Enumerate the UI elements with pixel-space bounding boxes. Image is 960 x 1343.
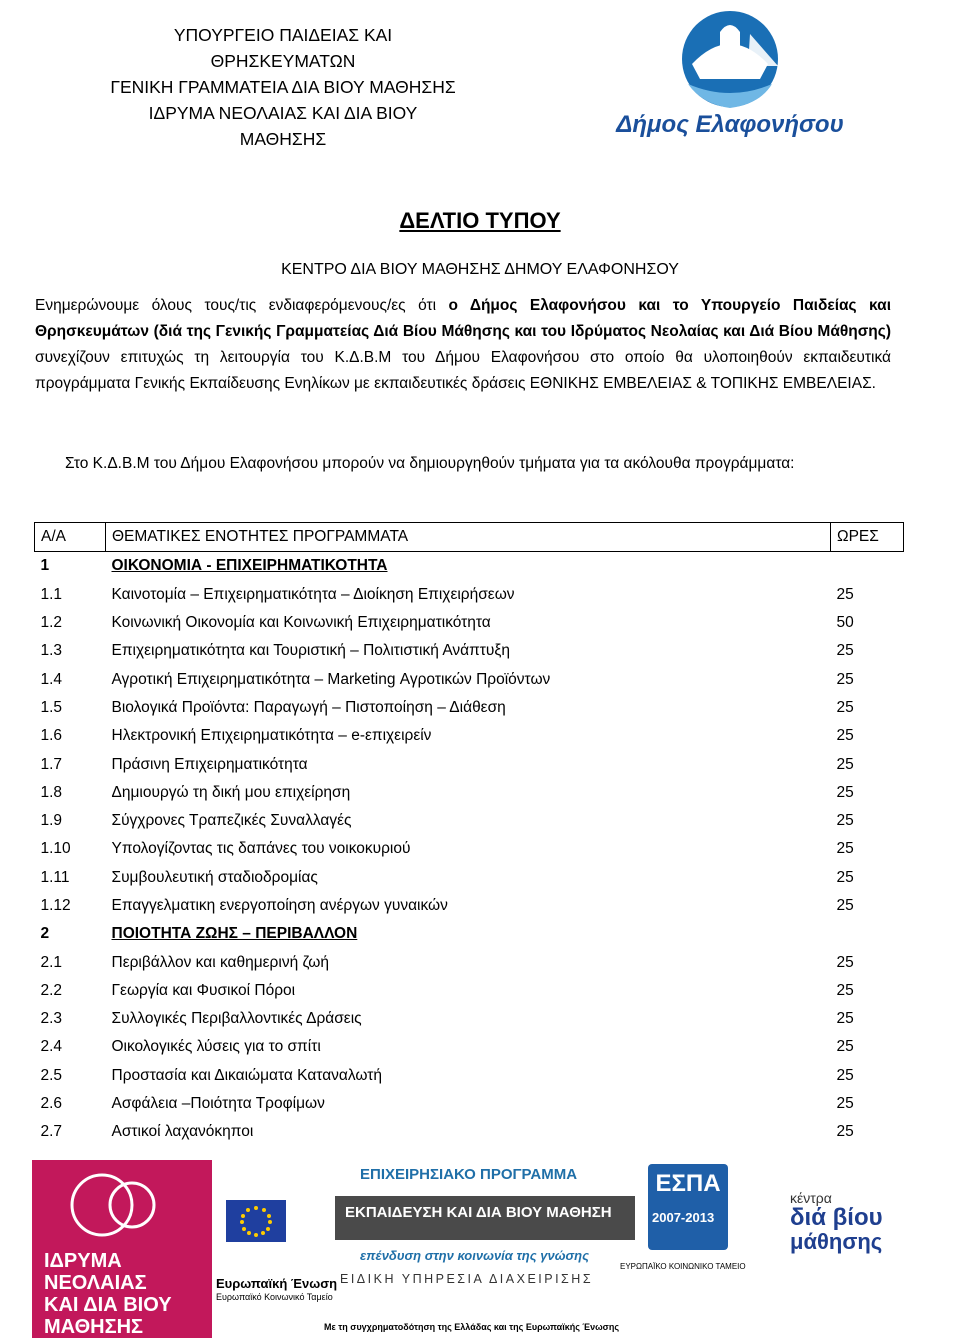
row-number: 1.1 xyxy=(40,585,63,603)
row-title xyxy=(106,722,831,750)
row-title-text: Συλλογικές Περιβαλλοντικές Δράσεις xyxy=(111,1010,362,1028)
cofund-text: Με τη συγχρηματοδότηση της Ελλάδας και της Ευρωπαϊκής Ένωσης xyxy=(324,1322,620,1332)
row-title xyxy=(106,864,831,892)
row-title-text: Περιβάλλον και καθημερινή ζωή xyxy=(111,953,330,971)
row-hours: 50 xyxy=(836,614,854,632)
row-title xyxy=(106,948,831,976)
row-number: 1.5 xyxy=(40,698,63,716)
row-title-text: Συμβουλευτική σταδιοδρομίας xyxy=(111,868,318,886)
table-row xyxy=(35,609,904,637)
table-row xyxy=(35,835,904,863)
intro-text: συνεχίζουν επιτυχώς τη λειτουργία του Κ.Δ.Β.Μ του Δήμου Ελαφονήσου στο οποίο θα υλοποιηθούν εκπαιδευτικά προγράμματα Γενικής Εκπαίδευσης Ενηλίκων με εκπαιδευτικές δράσεις ΕΘΝΙΚΗΣ ΕΜΒΕΛΕΙΑΣ & ΤΟΠΙΚΗΣ ΕΜΒΕΛΕΙΑΣ. xyxy=(35,349,891,392)
row-title xyxy=(106,665,831,693)
row-title xyxy=(106,637,831,665)
table-row xyxy=(35,1033,904,1061)
op-title-2: ΕΚΠΑΙΔΕΥΣΗ ΚΑΙ ΔΙΑ ΒΙΟΥ ΜΑΘΗΣΗ xyxy=(345,1204,612,1221)
row-title-text: Αγροτική Επιχειρηματικότητα – Marketing Αγροτικών Προϊόντων xyxy=(111,670,551,688)
row-number: 2.7 xyxy=(40,1123,63,1141)
row-hours: 25 xyxy=(836,1038,854,1056)
row-number: 2.3 xyxy=(40,1010,63,1028)
footer-logos xyxy=(30,1160,945,1340)
header-hours: ΩΡΕΣ xyxy=(831,523,904,552)
ministry-line: ΓΕΝΙΚΗ ΓΡΑΜΜΑΤΕΙΑ ΔΙΑ ΒΙΟΥ ΜΑΘΗΣΗΣ xyxy=(110,77,456,97)
row-title-text: Υπολογίζοντας τις δαπάνες του νοικοκυριού xyxy=(111,840,411,858)
table-row xyxy=(35,637,904,665)
table-row xyxy=(35,552,904,581)
row-hours: 25 xyxy=(836,812,854,830)
table-row xyxy=(35,920,904,948)
row-title xyxy=(106,1062,831,1090)
row-number: 1.7 xyxy=(40,755,63,773)
row-title-text: Ασφάλεια –Ποιότητα Τροφίμων xyxy=(111,1095,325,1113)
table-row xyxy=(35,1118,904,1146)
row-title xyxy=(106,1118,831,1146)
header-aa: Α/Α xyxy=(35,523,106,552)
table-header-row xyxy=(35,523,904,552)
row-title xyxy=(106,609,831,637)
row-hours: 25 xyxy=(836,1010,854,1028)
row-title-text: Καινοτομία – Επιχειρηματικότητα – Διοίκηση Επιχειρήσεων xyxy=(111,585,515,603)
row-number: 1.8 xyxy=(40,783,63,801)
kdvm-logo xyxy=(790,1190,950,1254)
table-row xyxy=(35,948,904,976)
table-row xyxy=(35,1005,904,1033)
intro-text: Ενημερώνουμε όλους τους/τις ενδιαφερόμενους/ες ότι xyxy=(35,297,449,314)
municipality-logo xyxy=(610,4,850,139)
table-row xyxy=(35,581,904,609)
table-row xyxy=(35,807,904,835)
row-hours: 25 xyxy=(836,897,854,914)
row-number: 2.5 xyxy=(40,1066,63,1084)
table-row xyxy=(35,864,904,892)
municipality-logo-text: Δήμος Ελαφονήσου xyxy=(616,111,844,138)
row-hours: 25 xyxy=(836,670,854,688)
municipality-logo-icon xyxy=(610,4,850,139)
row-title-text: Επαγγελματικη ενεργοποίηση ανέργων γυναικών xyxy=(111,897,448,914)
kdvm-text: κέντρα xyxy=(790,1190,832,1206)
table-row xyxy=(35,1090,904,1118)
row-hours: 25 xyxy=(836,953,854,971)
row-title-text: Επιχειρηματικότητα και Τουριστική – Πολιτιστική Ανάπτυξη xyxy=(111,642,510,660)
row-hours: 25 xyxy=(836,755,854,773)
table-row xyxy=(35,694,904,722)
row-number: 1.9 xyxy=(40,812,63,830)
row-hours xyxy=(831,552,904,581)
ministry-line: ΜΑΘΗΣΗΣ xyxy=(239,129,327,149)
row-title-text: Ηλεκτρονική Επιχειρηματικότητα – e-επιχειρείν xyxy=(111,727,432,745)
row-number: 2.1 xyxy=(40,953,63,971)
row-number: 1.4 xyxy=(40,670,63,688)
row-title xyxy=(106,920,831,948)
row-number: 1.2 xyxy=(40,614,63,632)
row-hours xyxy=(831,920,904,948)
row-hours: 25 xyxy=(836,1066,854,1084)
row-title xyxy=(106,552,831,581)
eu-fund-label: Ευρωπαϊκό Κοινωνικό Ταμείο xyxy=(216,1292,333,1302)
inedivim-text: ΚΑΙ ΔΙΑ ΒΙΟΥ xyxy=(44,1294,172,1316)
row-number: 2.6 xyxy=(40,1095,63,1113)
row-number: 1.6 xyxy=(40,727,63,745)
eu-label: Ευρωπαϊκή Ένωση xyxy=(216,1276,338,1291)
row-hours: 25 xyxy=(836,783,854,801)
row-hours: 25 xyxy=(836,1123,854,1141)
row-title-text: Κοινωνική Οικονομία και Κοινωνική Επιχειρηματικότητα xyxy=(111,614,491,632)
row-title xyxy=(106,1033,831,1061)
row-title xyxy=(106,779,831,807)
inedivim-text: ΝΕΟΛΑΙΑΣ xyxy=(44,1272,147,1294)
row-number: 2.2 xyxy=(40,981,63,999)
row-title-text: Προστασία και Δικαιώματα Καταναλωτή xyxy=(111,1066,383,1084)
intro-paragraph xyxy=(35,293,891,397)
row-number: 1.3 xyxy=(40,642,63,660)
inedivim-text: ΜΑΘΗΣΗΣ xyxy=(44,1316,144,1338)
inedivim-logo xyxy=(32,1160,212,1338)
row-title-text: ΠΟΙΟΤΗΤΑ ΖΩΗΣ – ΠΕΡΙΒΑΛΛΟΝ xyxy=(111,925,358,943)
row-hours: 25 xyxy=(836,868,854,886)
table-row xyxy=(35,1062,904,1090)
kdvm-text: διά βίου xyxy=(790,1204,883,1231)
table-row xyxy=(35,779,904,807)
row-hours: 25 xyxy=(836,727,854,745)
row-number: 1.10 xyxy=(40,840,71,858)
kdvm-text: μάθησης xyxy=(790,1229,883,1254)
inedivim-text: ΙΔΡΥΜΑ xyxy=(44,1250,122,1272)
row-title xyxy=(106,750,831,778)
row-number: 2.4 xyxy=(40,1038,63,1056)
row-title xyxy=(106,1090,831,1118)
press-release-title: ΔΕΛΤΙΟ ΤΥΠΟΥ xyxy=(399,208,561,233)
row-title xyxy=(106,807,831,835)
row-hours: 25 xyxy=(836,698,854,716)
row-title-text: Αστικοί λαχανόκηποι xyxy=(111,1123,254,1141)
espa-years: 2007-2013 xyxy=(652,1210,715,1225)
ministry-header xyxy=(60,22,506,152)
press-release-subtitle: ΚΕΝΤΡΟ ΔΙΑ ΒΙΟΥ ΜΑΘΗΣΗΣ ΔΗΜΟΥ ΕΛΑΦΟΝΗΣΟΥ xyxy=(281,261,679,278)
row-number: 1.12 xyxy=(40,897,71,914)
row-title xyxy=(106,835,831,863)
row-title-text: Οικολογικές λύσεις για το σπίτι xyxy=(111,1038,321,1056)
table-row xyxy=(35,750,904,778)
ministry-line: ΙΔΡΥΜΑ ΝΕΟΛΑΙΑΣ ΚΑΙ ΔΙΑ ΒΙΟΥ xyxy=(148,103,418,123)
table-row xyxy=(35,892,904,920)
row-title xyxy=(106,977,831,1005)
eu-flag-icon xyxy=(226,1200,286,1242)
row-title xyxy=(106,694,831,722)
op-service: ΕΙΔΙΚΗ ΥΠΗΡΕΣΙΑ ΔΙΑΧΕΙΡΙΣΗΣ xyxy=(340,1272,594,1286)
row-title-text: Δημιουργώ τη δική μου επιχείρηση xyxy=(111,783,351,801)
intro-bold-text: ο Δήμος Ελαφονήσου και το Υπουργείο Παιδείας και Θρησκευμάτων (διά της Γενικής Γραμματείας Διά Βίου Μάθησης και του Ιδρύματος Νεολαίας και Διά Βίου Μάθησης) xyxy=(35,297,892,340)
row-number: 1 xyxy=(40,557,50,575)
row-title-text: Σύγχρονες Τραπεζικές Συναλλαγές xyxy=(111,812,352,830)
row-title xyxy=(106,581,831,609)
row-title-text: Πράσινη Επιχειρηματικότητα xyxy=(111,755,308,773)
intro-second-paragraph: Στο Κ.Δ.Β.Μ του Δήμου Ελαφονήσου μπορούν να δημιουργηθούν τμήματα για τα ακόλουθα προγράμματα: xyxy=(65,455,795,472)
espa-fund-label: ΕΥΡΩΠΑΪΚΟ ΚΟΙΝΩΝΙΚΟ ΤΑΜΕΙΟ xyxy=(620,1262,746,1271)
row-title-text: Βιολογικά Προϊόντα: Παραγωγή – Πιστοποίηση – Διάθεση xyxy=(111,698,506,716)
row-hours: 25 xyxy=(836,840,854,858)
ministry-line: ΥΠΟΥΡΓΕΙΟ ΠΑΙΔΕΙΑΣ ΚΑΙ xyxy=(173,25,393,45)
row-number: 1.11 xyxy=(40,868,70,886)
row-hours: 25 xyxy=(836,642,854,660)
inedivim-logo-icon xyxy=(32,1160,212,1240)
table-row xyxy=(35,665,904,693)
row-hours: 25 xyxy=(836,585,854,603)
row-hours: 25 xyxy=(836,1095,854,1113)
espa-logo-text: ΕΣΠΑ xyxy=(655,1170,721,1197)
ministry-line: ΘΡΗΣΚΕΥΜΑΤΩΝ xyxy=(210,51,356,71)
op-title: ΕΠΙΧΕΙΡΗΣΙΑΚΟ ΠΡΟΓΡΑΜΜΑ xyxy=(360,1166,578,1183)
op-slogan: επένδυση στην κοινωνία της γνώσης xyxy=(360,1248,590,1263)
table-row xyxy=(35,977,904,1005)
row-hours: 25 xyxy=(836,981,854,999)
programs-table xyxy=(34,522,904,1147)
header-topics: ΘΕΜΑΤΙΚΕΣ ΕΝΟΤΗΤΕΣ ΠΡΟΓΡΑΜΜΑΤΑ xyxy=(106,523,831,552)
row-title-text: ΟΙΚΟΝΟΜΙΑ - ΕΠΙΧΕΙΡΗΜΑΤΙΚΟΤΗΤΑ xyxy=(111,557,388,575)
table-row xyxy=(35,722,904,750)
row-number: 2 xyxy=(40,925,50,943)
row-title xyxy=(106,1005,831,1033)
row-title xyxy=(106,892,831,920)
row-title-text: Γεωργία και Φυσικοί Πόροι xyxy=(111,981,296,999)
